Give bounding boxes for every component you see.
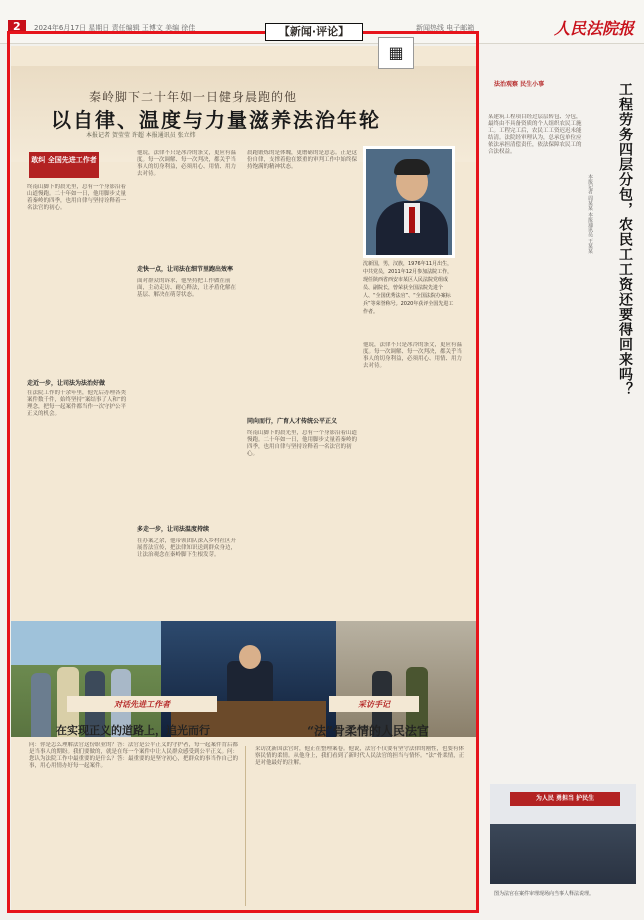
header-meta-right: 新闻热线 电子邮箱 xyxy=(416,24,475,32)
body-paragraph: 他说，法律不只是冰冷的条文，更应有温度。每一次调解、每一次判决，都关乎当事人的切身利益，必须用心、用情、用力去对待。 xyxy=(363,342,463,369)
dialogue-body: 问：你是怎么理解法官这份职业的？答：法官是公平正义的守护者，每一起案件背后都是当事人的期盼。我们要做的，就是在每一个案件中让人民群众感受到公平正义。问：您认为法院工作中最重要的是什么？答：最重要的是坚守初心，把群众的事当作自己的事，用心用情办好每一起案件。 xyxy=(29,742,239,769)
photo-caption: 图为法官在案件审理现场向当事人释法说理。 xyxy=(494,891,595,897)
right-column xyxy=(480,44,644,920)
dialogue-tag: 对话先进工作者 xyxy=(67,696,217,712)
column-byline: 本报记者 周某某 本报通讯员 王某某 xyxy=(587,174,593,254)
dialogue-headline: 在实现正义的道路上，追光而行 xyxy=(56,724,210,737)
body-paragraph: 终南山脚下的晨光里，总有一个身影沿着山道慢跑。二十年如一日，他用脚步丈量着秦岭的四季，也用自律与坚持诠释着一名法官的初心。 xyxy=(27,184,127,211)
feature-byline: 本报记者 贺莹莹 许超 本报通讯员 张立炜 xyxy=(86,132,196,139)
masthead-logo: 人民法院报 xyxy=(553,19,634,38)
subhead: 走快一点，让司法在细节里跑出效率 xyxy=(137,266,234,273)
photo-banner: 为人民 勇担当 护民生 xyxy=(510,792,620,806)
subhead: 走近一步，让司法为法治好做 xyxy=(27,380,106,387)
column-title: 工程劳务四层分包，农民工工资还要得回来吗？ xyxy=(617,82,633,397)
portrait-caption: 沈新国，男，汉族，1976年11月出生，中共党员，2011年12月参加法院工作，现任陕西省西安市某区人民法院党组成员、副院长，曾荣获全国法院先进个人、“全国优秀法官”、“全国法院办案标兵”等荣誉称号。2020年获评全国先进工作者。 xyxy=(363,261,454,315)
page-number: 2 xyxy=(8,20,26,34)
qr-code-icon[interactable]: ▦ xyxy=(378,37,414,69)
subhead: 多走一步，让司法温度持续 xyxy=(137,526,210,533)
notes-body: 采访沈新国法官时，他正在整理案卷。他说，法官不仅要有坚守法律的刚性，也要有体察民情的柔情。从他身上，我们看到了新时代人民法官的担当与情怀。“法”骨柔情，正是对他最好的注解。 xyxy=(255,746,465,766)
profile-label: 敢纠 全国先进工作者 xyxy=(29,152,99,178)
header-meta-left: 2024年6月17日 星期日 责任编辑 王博文 美编 徐佳 xyxy=(34,24,196,32)
section-tag: 【新闻·评论】 xyxy=(265,23,363,41)
body-paragraph: 晨跑锻炼的是体魄，更磨砺的是意志。正是这份自律，支撑着他在繁重的审判工作中始终保持饱满的精神状态。 xyxy=(247,150,357,170)
selection-frame xyxy=(7,31,479,913)
body-paragraph: 面对群众的诉求，他坚持把工作做在前面，主动走访、耐心释法，让矛盾化解在基层、解决在萌芽状态。 xyxy=(137,278,237,298)
column-tag: 法治观察 民生小事 xyxy=(494,81,545,88)
body-paragraph: 他说，法律不只是冰冷的条文，更应有温度。每一次调解、每一次判决，都关乎当事人的切身利益，必须用心、用情、用力去对待。 xyxy=(137,150,237,177)
column-body: 某建筑工程项目经过层层转包、分包，最终由不具备资质的个人组织农民工施工。工程完工后，农民工工资迟迟未能结清。法院经审理认为，总承包单位应依法承担清偿责任，依法保障农民工的合法权益。 xyxy=(488,114,582,155)
body-paragraph: 在法院工作的十余年里，他先后办理各类案件数千件，始终坚持“案结事了人和”的理念，把每一起案件都当作一次守护公平正义的机会。 xyxy=(27,390,127,417)
body-paragraph: 终南山脚下的晨光里，总有一个身影沿着山道慢跑。二十年如一日，他用脚步丈量着秦岭的四季，也用自律与坚持诠释着一名法官的初心。 xyxy=(247,430,357,457)
notes-tag: 采访手记 xyxy=(329,696,419,712)
court-photo xyxy=(490,784,636,884)
feature-headline: 以自律、温度与力量滋养法治年轮 xyxy=(51,108,381,132)
feature-kicker: 秦岭脚下二十年如一日健身晨跑的他 xyxy=(89,90,298,104)
subhead: 同向而行，广育人才传统公平正义 xyxy=(247,418,338,425)
notes-headline: “法”骨柔情的人民法官 xyxy=(307,724,429,738)
body-paragraph: 在办案之余，他带领团队深入乡村社区开展普法宣传，把法律知识送到群众身边，让法治观念在秦岭脚下生根发芽。 xyxy=(137,538,237,558)
